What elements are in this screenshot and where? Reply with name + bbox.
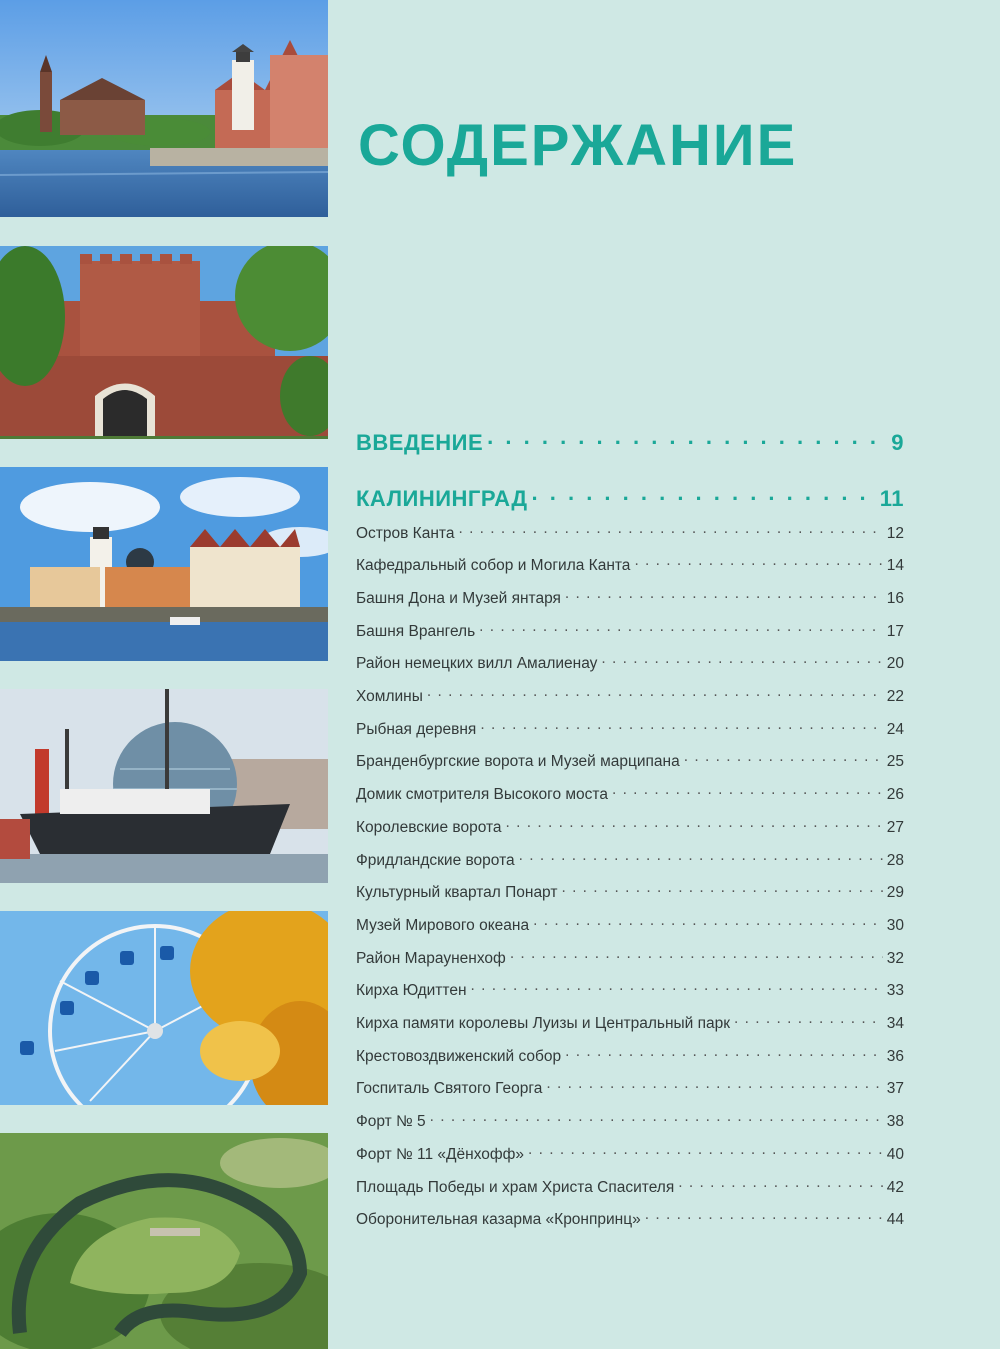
toc-item[interactable]: [356, 555, 904, 576]
toc-page-number: 26: [886, 786, 904, 804]
toc-page-number: 14: [886, 557, 904, 575]
ferris-wheel-autumn-photo: [0, 911, 328, 1105]
toc-page-number: 34: [886, 1015, 904, 1032]
toc-page-number: 16: [886, 589, 904, 607]
toc-item-label: Госпиталь Святого Георга: [356, 1080, 543, 1098]
toc-page-number: 27: [886, 818, 904, 836]
dot-leader: [528, 1143, 883, 1159]
toc-section-kaliningrad[interactable]: [356, 484, 904, 512]
dot-leader: [510, 947, 883, 963]
toc-page-number: 40: [886, 1145, 904, 1163]
toc-item[interactable]: [356, 522, 904, 543]
dot-leader: [532, 484, 876, 506]
dot-leader: [634, 555, 882, 571]
toc-page-number: 32: [886, 949, 904, 967]
toc-page-number: 38: [886, 1113, 904, 1131]
toc-page-number: 9: [891, 430, 904, 455]
dot-leader: [519, 849, 883, 865]
toc-item-label: Бранденбургские ворота и Музей марципана: [356, 753, 680, 771]
dot-leader: [645, 1209, 883, 1225]
toc-item-label: Площадь Победы и храм Христа Спасителя: [356, 1178, 675, 1196]
toc-item-label: Кирха памяти королевы Луизы и Центральный парк: [356, 1015, 731, 1032]
don-tower-photo: [0, 246, 328, 439]
toc-item[interactable]: [356, 1013, 904, 1034]
toc-page-number: 29: [886, 884, 904, 902]
dot-leader: [565, 587, 883, 603]
dot-leader: [479, 620, 883, 636]
toc-item[interactable]: [356, 587, 904, 608]
toc-item[interactable]: [356, 751, 904, 772]
toc-item-label: Кирха Юдиттен: [356, 982, 467, 1000]
dot-leader: [565, 1045, 883, 1061]
toc-item[interactable]: [356, 1045, 904, 1066]
toc-page-number: 17: [886, 622, 904, 640]
toc-page-number: 20: [886, 655, 904, 673]
toc-item[interactable]: [356, 849, 904, 870]
dot-leader: [684, 751, 883, 767]
toc-item-label: Культурный квартал Понарт: [356, 884, 558, 902]
ship-and-globe-museum-photo: [0, 689, 328, 883]
toc-page-number: 22: [886, 688, 904, 705]
dot-leader: [487, 428, 887, 450]
dot-leader: [533, 914, 883, 930]
toc-page-number: 37: [886, 1080, 904, 1098]
photo-column: [0, 0, 328, 1349]
toc-page-number: 33: [886, 982, 904, 1000]
dot-leader: [546, 1078, 882, 1094]
toc-item[interactable]: [356, 620, 904, 641]
toc-section-introduction[interactable]: [356, 428, 904, 456]
toc-page-number: 30: [886, 916, 904, 934]
dot-leader: [601, 653, 882, 669]
toc-item-label: Музей Мирового океана: [356, 916, 530, 934]
toc-item-label: Оборонительная казарма «Кронпринц»: [356, 1211, 641, 1229]
toc-item[interactable]: [356, 947, 904, 968]
toc-section-label: ВВЕДЕНИЕ: [356, 430, 484, 455]
toc-page-number: 28: [886, 851, 904, 869]
toc-page-number: 36: [886, 1047, 904, 1065]
toc-item-label: Остров Канта: [356, 524, 455, 542]
dot-leader: [561, 882, 882, 898]
dot-leader: [734, 1013, 883, 1029]
toc-item-label: Форт № 5: [356, 1113, 426, 1131]
toc-page-number: 11: [879, 486, 904, 511]
toc-item-label: Башня Врангель: [356, 622, 476, 640]
toc-item-label: Рыбная деревня: [356, 720, 477, 738]
toc-item-label: Фридландские ворота: [356, 851, 515, 869]
toc-page-number: 44: [886, 1211, 904, 1229]
toc-item[interactable]: [356, 1209, 904, 1230]
dot-leader: [471, 980, 883, 996]
toc-page-number: 24: [886, 720, 904, 738]
toc-item-label: Хомлины: [356, 688, 423, 705]
toc-page-number: 25: [886, 753, 904, 771]
toc-item[interactable]: [356, 1176, 904, 1197]
toc-item[interactable]: [356, 816, 904, 837]
toc-item-label: Крестовоздвиженский собор: [356, 1047, 562, 1065]
toc-item[interactable]: [356, 980, 904, 1001]
toc-item[interactable]: [356, 914, 904, 935]
toc-section-label: КАЛИНИНГРАД: [356, 486, 528, 511]
toc-item[interactable]: [356, 1111, 904, 1132]
toc-page: [328, 0, 1000, 1349]
toc-item-label: Башня Дона и Музей янтаря: [356, 589, 561, 607]
dot-leader: [430, 1111, 883, 1127]
fort-aerial-view-photo: [0, 1133, 328, 1349]
toc-item-label: Район Марауненхоф: [356, 949, 506, 967]
fishing-village-embankment-photo: [0, 0, 328, 217]
toc-item[interactable]: [356, 784, 904, 805]
toc-item-label: Район немецких вилл Амалиенау: [356, 655, 598, 673]
toc-item[interactable]: [356, 653, 904, 674]
fishing-village-lighthouse-photo: [0, 467, 328, 661]
toc-item[interactable]: [356, 1078, 904, 1099]
page-title: СОДЕРЖАНИЕ: [358, 113, 798, 178]
toc-item[interactable]: [356, 882, 904, 903]
toc-item-label: Форт № 11 «Дёнхофф»: [356, 1145, 525, 1163]
toc-item[interactable]: [356, 1143, 904, 1164]
toc-item-label: Кафедральный собор и Могила Канта: [356, 557, 631, 575]
toc-item[interactable]: [356, 686, 904, 707]
dot-leader: [427, 686, 883, 702]
toc-item[interactable]: [356, 718, 904, 739]
toc-item-label: Домик смотрителя Высокого моста: [356, 786, 608, 804]
toc-item-label: Королевские ворота: [356, 818, 502, 836]
dot-leader: [480, 718, 882, 734]
toc-page-number: 12: [886, 524, 904, 542]
dot-leader: [506, 816, 883, 832]
dot-leader: [612, 784, 883, 800]
dot-leader: [678, 1176, 883, 1192]
dot-leader: [458, 522, 882, 538]
toc-page-number: 42: [886, 1178, 904, 1196]
